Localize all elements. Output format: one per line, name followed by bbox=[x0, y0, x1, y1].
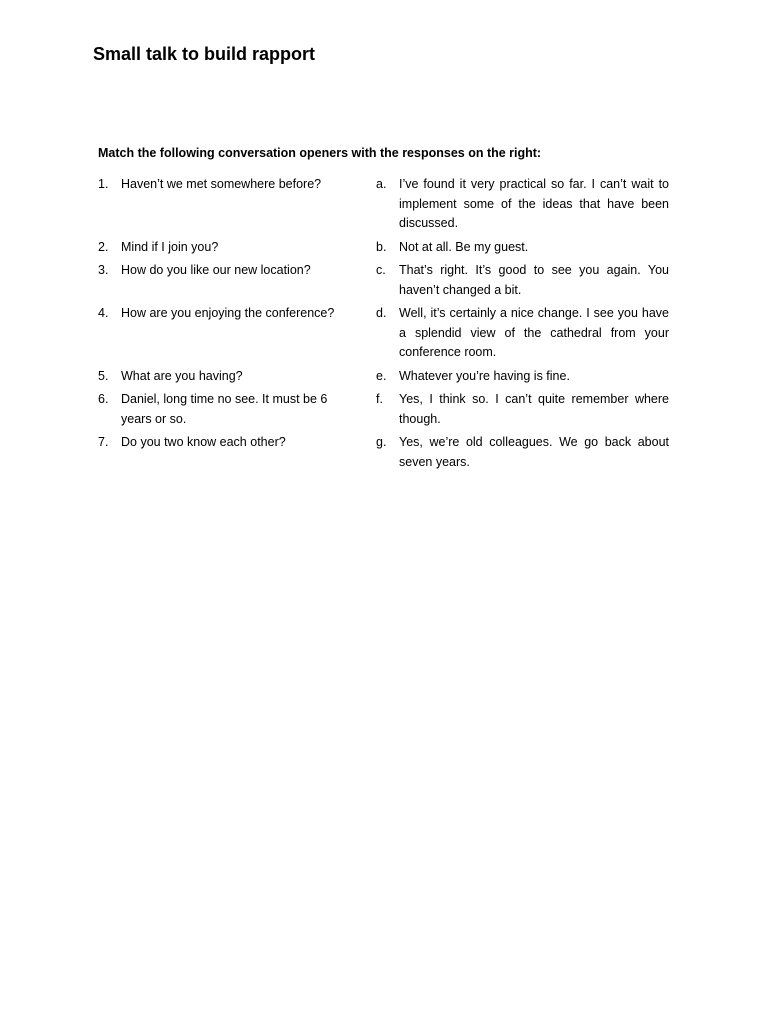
opener-number: 4. bbox=[98, 306, 109, 320]
exercise-row-5 bbox=[98, 367, 672, 387]
opener-text: Do you two know each other? bbox=[121, 435, 286, 449]
response-text: I’ve found it very practical so far. I can’t wait to implement some of the ideas that have been discussed. bbox=[399, 177, 669, 230]
response-text: Not at all. Be my guest. bbox=[399, 239, 529, 254]
response-item bbox=[376, 367, 672, 387]
opener-item bbox=[98, 304, 376, 324]
opener-item bbox=[98, 238, 376, 258]
opener-text: Daniel, long time no see. It must be 6 years or so. bbox=[121, 392, 328, 426]
response-item bbox=[376, 304, 672, 363]
response-text: Yes, I think so. I can’t quite remember where though. bbox=[399, 392, 669, 426]
opener-item bbox=[98, 367, 376, 387]
opener-item bbox=[98, 433, 376, 453]
response-letter: e. bbox=[376, 368, 387, 383]
page-title: Small talk to build rapport bbox=[93, 44, 316, 64]
exercise-row-4 bbox=[98, 304, 672, 363]
response-item bbox=[376, 238, 672, 258]
response-text: Well, it’s certainly a nice change. I see you have a splendid view of the cathedral from your conference room. bbox=[399, 306, 669, 359]
opener-number: 7. bbox=[98, 435, 109, 449]
opener-text: Haven’t we met somewhere before? bbox=[121, 177, 322, 191]
response-item bbox=[376, 175, 672, 234]
exercise-row-1 bbox=[98, 175, 672, 234]
opener-number: 5. bbox=[98, 368, 109, 383]
response-text: Yes, we’re old colleagues. We go back about seven years. bbox=[399, 435, 669, 469]
opener-item bbox=[98, 261, 376, 281]
opener-number: 1. bbox=[98, 177, 109, 191]
response-letter: a. bbox=[376, 177, 387, 191]
opener-item bbox=[98, 175, 376, 195]
response-letter: c. bbox=[376, 263, 386, 277]
response-letter: f. bbox=[376, 392, 383, 406]
response-letter: d. bbox=[376, 306, 387, 320]
opener-text: How do you like our new location? bbox=[121, 263, 311, 277]
exercise-row-3 bbox=[98, 261, 672, 300]
opener-text: How are you enjoying the conference? bbox=[121, 306, 335, 320]
opener-number: 3. bbox=[98, 263, 109, 277]
opener-text: What are you having? bbox=[121, 368, 243, 383]
response-text: That’s right. It’s good to see you again. You haven’t changed a bit. bbox=[399, 263, 669, 297]
response-item bbox=[376, 390, 672, 429]
opener-number: 6. bbox=[98, 392, 109, 406]
exercise-row-6 bbox=[98, 390, 672, 429]
response-item bbox=[376, 433, 672, 472]
opener-number: 2. bbox=[98, 239, 109, 254]
exercise-row-7 bbox=[98, 433, 672, 472]
response-text: Whatever you’re having is fine. bbox=[399, 368, 570, 383]
opener-item bbox=[98, 390, 376, 429]
response-item bbox=[376, 261, 672, 300]
exercise-row-2 bbox=[98, 238, 672, 258]
response-letter: g. bbox=[376, 435, 387, 449]
exercise-instructions: Match the following conversation openers with the responses on the right: bbox=[98, 146, 542, 160]
opener-text: Mind if I join you? bbox=[121, 239, 219, 254]
response-letter: b. bbox=[376, 239, 387, 254]
matching-exercise bbox=[98, 175, 672, 476]
